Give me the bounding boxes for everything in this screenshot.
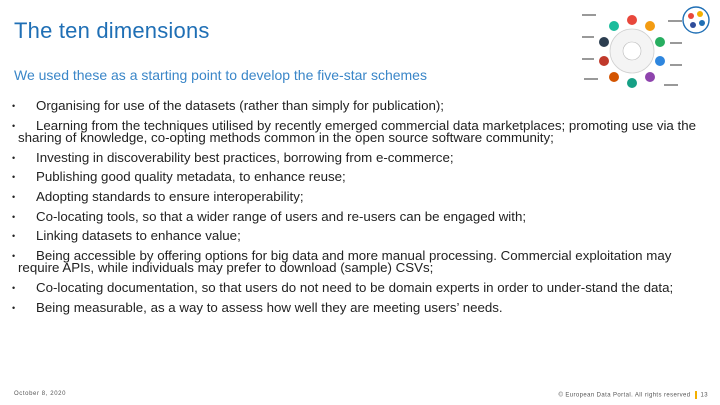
list-item: • Adopting standards to ensure interoperability; (12, 188, 304, 204)
list-item: • Organising for use of the datasets (rather than simply for publication); (12, 98, 444, 113)
accent-divider (695, 391, 697, 399)
slide-title: The ten dimensions (14, 18, 210, 43)
page-number: 13 (700, 392, 708, 399)
list-item: • Co-locating tools, so that a wider range of users and re-users can be engaged with; (12, 208, 527, 224)
list-item: • Being accessible by offering options for big data and more manual processing. Commercial exploitation may require APIs, while individuals may prefer to download (sample) CSVs; (12, 247, 672, 276)
list-item: • Linking datasets to enhance value; (12, 228, 241, 244)
list-item: • Being measurable, as a way to assess how well they are meeting users’ needs. (12, 299, 503, 315)
list-item: • Co-locating documentation, so that users do not need to be domain experts in order to under-stand the data; (12, 279, 674, 295)
list-item: • Learning from the techniques utilised by recently emerged commercial data marketplaces; promoting use via the sharing of knowledge, co-opting methods common in the open source software community; (12, 117, 697, 146)
footer-date: October 8, 2020 (14, 391, 67, 397)
footer-right (559, 391, 709, 399)
european-data-portal-logo-icon (681, 4, 711, 36)
list-item: • Investing in discoverability best practices, borrowing from e-commerce; (12, 149, 454, 165)
slide-subtitle: We used these as a starting point to develop the five-star schemes (14, 67, 427, 83)
ten-dimensions-diagram-icon (580, 6, 688, 94)
dimensions-list (12, 100, 702, 321)
copyright-text: © European Data Portal. All rights reserved (558, 392, 691, 399)
list-item: • Publishing good quality metadata, to enhance reuse; (12, 169, 346, 185)
